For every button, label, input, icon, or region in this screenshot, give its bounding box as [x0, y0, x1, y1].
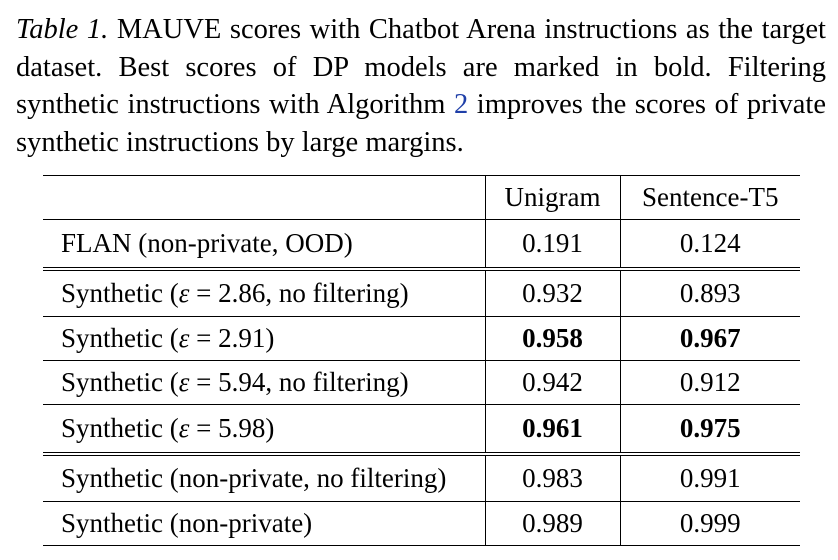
- epsilon-symbol: ε: [178, 367, 190, 397]
- row-sentence-t5-score: 0.893: [620, 269, 800, 317]
- algorithm-reference-link[interactable]: 2: [453, 89, 469, 120]
- table-caption: [16, 11, 826, 161]
- caption-text-part1: MAUVE scores with Chatbot Arena instructions as the target dataset. Best scores of DP models are marked in bold. Filtering synthetic instructions with Algorithm: [16, 14, 826, 120]
- row-unigram-score: 0.191: [485, 220, 620, 270]
- epsilon-symbol: ε: [178, 278, 190, 308]
- epsilon-symbol: ε: [178, 413, 190, 443]
- row-sentence-t5-score: 0.991: [620, 454, 800, 502]
- header-method: [43, 176, 485, 220]
- row-unigram-score-best: 0.958: [485, 317, 620, 361]
- row-unigram-score: 0.989: [485, 502, 620, 546]
- table-row: [43, 269, 800, 317]
- row-sentence-t5-score: 0.124: [620, 220, 800, 270]
- table-row: [43, 220, 800, 270]
- table-row: [43, 405, 800, 455]
- table-row: [43, 317, 800, 361]
- caption-label: Table 1.: [16, 14, 109, 45]
- table-row: [43, 361, 800, 405]
- row-sentence-t5-score: 0.912: [620, 361, 800, 405]
- row-method: FLAN (non-private, OOD): [43, 220, 485, 270]
- table-row: [43, 454, 800, 502]
- epsilon-symbol: ε: [178, 323, 190, 353]
- caption-text-part2: improves the scores of private synthetic instructions by large margins.: [16, 89, 826, 158]
- row-unigram-score: 0.983: [485, 454, 620, 502]
- header-unigram: Unigram: [485, 176, 620, 220]
- header-sentence-t5: Sentence-T5: [620, 176, 800, 220]
- row-sentence-t5-score-best: 0.967: [620, 317, 800, 361]
- table-row: [43, 502, 800, 546]
- mauve-scores-table: [43, 175, 800, 546]
- row-method: Synthetic (ε = 2.86, no filtering): [43, 269, 485, 317]
- row-method: Synthetic (non-private, no filtering): [43, 454, 485, 502]
- row-unigram-score: 0.932: [485, 269, 620, 317]
- row-method: Synthetic (ε = 5.94, no filtering): [43, 361, 485, 405]
- row-method: Synthetic (ε = 5.98): [43, 405, 485, 455]
- row-method: Synthetic (ε = 2.91): [43, 317, 485, 361]
- row-unigram-score-best: 0.961: [485, 405, 620, 455]
- row-sentence-t5-score-best: 0.975: [620, 405, 800, 455]
- table-header-row: [43, 176, 800, 220]
- row-sentence-t5-score: 0.999: [620, 502, 800, 546]
- row-method: Synthetic (non-private): [43, 502, 485, 546]
- row-unigram-score: 0.942: [485, 361, 620, 405]
